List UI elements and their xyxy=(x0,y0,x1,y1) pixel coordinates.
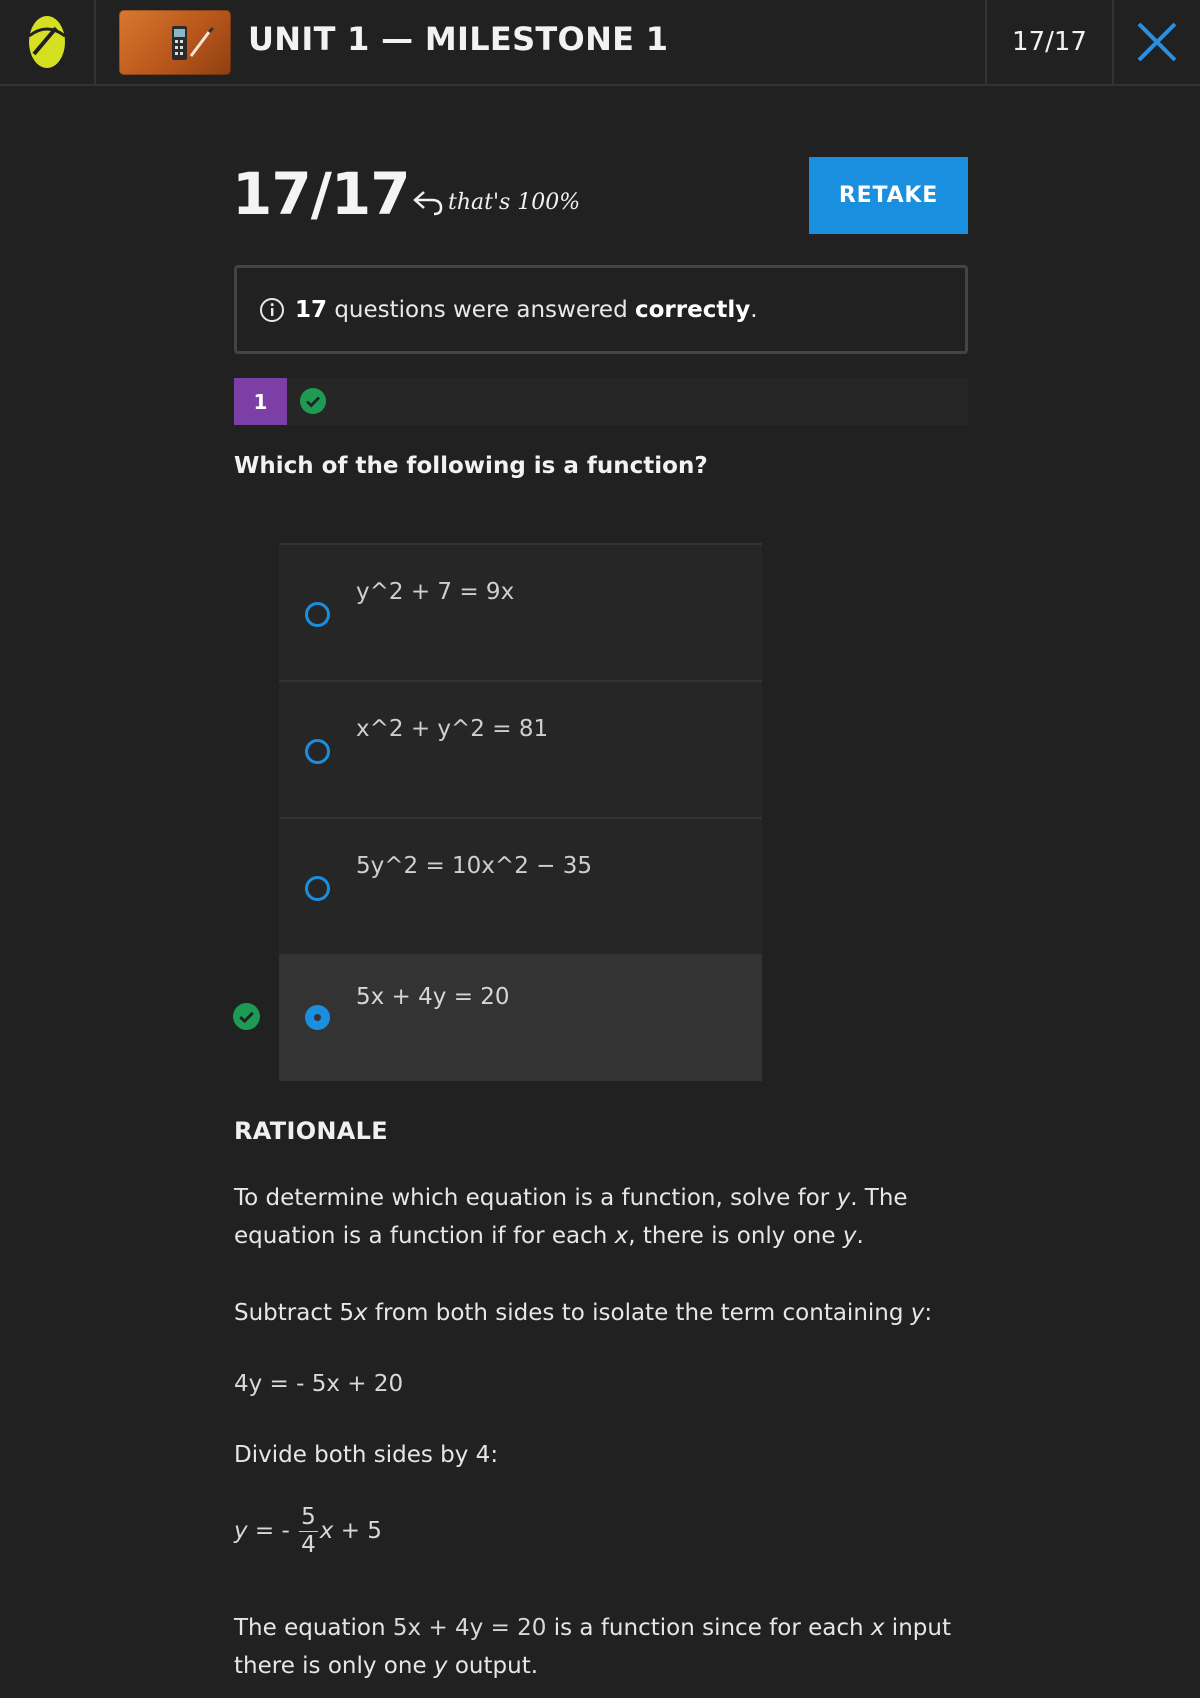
question-number-tab[interactable]: 1 xyxy=(234,378,287,425)
rationale-text: To determine which equation is a function, solve for xyxy=(234,1185,837,1211)
correct-check-icon xyxy=(300,388,326,414)
calculator-thumbnail-icon xyxy=(119,10,231,75)
info-icon xyxy=(259,297,285,323)
var-y: y xyxy=(842,1223,857,1249)
rationale-equation-2: y = - $\frac{5}{4}$ x + 5 xyxy=(234,1504,382,1558)
fraction-numerator: 5 xyxy=(301,1504,316,1530)
answer-option-text: x^2 + y^2 = 81 xyxy=(356,716,549,742)
var-y: y xyxy=(910,1300,925,1326)
var-x: x xyxy=(614,1223,629,1249)
rationale-text: The equation xyxy=(234,1615,393,1641)
fraction-denominator: 4 xyxy=(301,1532,316,1558)
results-info-box xyxy=(234,265,968,354)
logo-cell[interactable] xyxy=(0,0,96,84)
rationale-text: output. xyxy=(447,1653,539,1679)
course-thumbnail xyxy=(119,10,231,75)
retake-button[interactable]: RETAKE xyxy=(809,157,968,234)
rationale-paragraph-4 xyxy=(234,1609,974,1685)
rationale-equation-1: 4y = - 5x + 20 xyxy=(234,1371,404,1397)
fraction xyxy=(299,1506,318,1557)
page-title: UNIT 1 — MILESTONE 1 xyxy=(248,20,669,58)
rationale-text: is a function since for each xyxy=(546,1615,871,1641)
curved-arrow-icon xyxy=(412,188,444,216)
answer-option[interactable] xyxy=(279,682,762,819)
correct-answer-check-icon xyxy=(233,1003,260,1030)
answer-option[interactable] xyxy=(279,819,762,956)
answer-option-text: 5x + 4y = 20 xyxy=(356,984,510,1010)
rationale-paragraph-3: Divide both sides by 4: xyxy=(234,1442,499,1468)
total-score: 17/17 xyxy=(232,160,410,228)
answer-option-selected[interactable] xyxy=(279,956,762,1081)
answer-option[interactable] xyxy=(279,545,762,682)
question-text: Which of the following is a function? xyxy=(234,453,708,479)
answer-options xyxy=(279,543,762,1081)
radio-button-selected[interactable] xyxy=(305,1005,330,1030)
var-y: y xyxy=(433,1653,448,1679)
var-y: y xyxy=(234,1518,248,1544)
rationale-paragraph-2 xyxy=(234,1294,974,1332)
score-annotation-text: that's 100% xyxy=(448,189,581,215)
info-period: . xyxy=(750,296,758,323)
rationale-text: , there is only one xyxy=(628,1223,843,1249)
var-x: x xyxy=(319,1518,334,1544)
rationale-text: from both sides to isolate the term containing xyxy=(367,1300,911,1326)
radio-button[interactable] xyxy=(305,876,330,901)
rationale-text: . xyxy=(856,1223,864,1249)
rationale-heading: RATIONALE xyxy=(234,1117,388,1145)
sophia-logo-icon xyxy=(25,14,69,70)
rationale-text: Subtract 5 xyxy=(234,1300,354,1326)
var-x: x xyxy=(353,1300,368,1326)
var-x: x xyxy=(870,1615,885,1641)
inline-equation: 5x + 4y = 20 xyxy=(392,1615,547,1641)
question-tab-bar xyxy=(234,378,968,425)
answer-option-text: y^2 + 7 = 9x xyxy=(356,579,515,605)
info-text: questions were answered xyxy=(334,296,628,323)
rationale-text: : xyxy=(924,1300,933,1326)
score-annotation xyxy=(412,188,580,216)
var-y: y xyxy=(836,1185,851,1211)
header-score: 17/17 xyxy=(985,0,1114,84)
rationale-text: input there is only one xyxy=(234,1615,951,1679)
answer-option-text: 5y^2 = 10x^2 − 35 xyxy=(356,853,592,879)
close-button[interactable] xyxy=(1114,0,1200,84)
rationale-paragraph-1 xyxy=(234,1179,974,1255)
radio-button[interactable] xyxy=(305,739,330,764)
rationale-text: . The equation is a function if for each xyxy=(234,1185,908,1249)
radio-button[interactable] xyxy=(305,602,330,627)
info-emphasis: correctly xyxy=(635,296,751,323)
close-icon xyxy=(1136,21,1178,63)
info-message xyxy=(295,297,758,323)
correct-count: 17 xyxy=(295,296,328,323)
